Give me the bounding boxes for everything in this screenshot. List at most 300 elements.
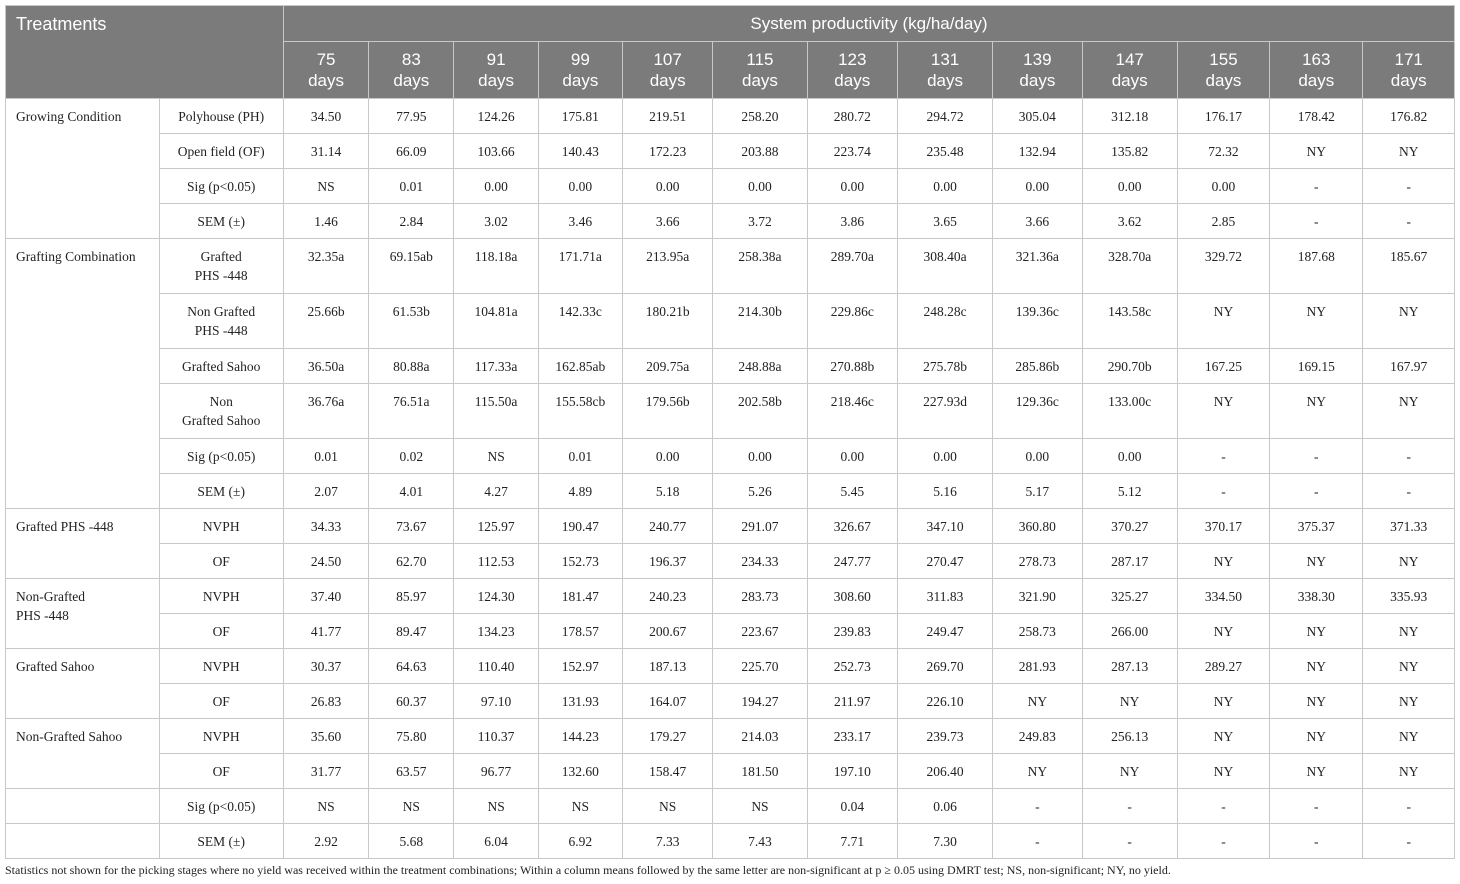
group-name-cell bbox=[6, 579, 160, 649]
value-cell: 176.17 bbox=[1177, 99, 1269, 134]
value-cell: - bbox=[1363, 169, 1455, 204]
value-cell: 132.60 bbox=[538, 754, 622, 789]
value-cell: 214.30b bbox=[713, 294, 807, 349]
row-label: OF bbox=[212, 624, 230, 639]
group-name-cell bbox=[6, 719, 160, 789]
row-label-cell bbox=[159, 754, 283, 789]
group-name: Growing Condition bbox=[16, 109, 122, 124]
value-cell: 152.97 bbox=[538, 649, 622, 684]
value-cell: 181.47 bbox=[538, 579, 622, 614]
value-cell: NY bbox=[1363, 684, 1455, 719]
value-cell: 375.37 bbox=[1270, 509, 1363, 544]
value-cell: NY bbox=[1363, 294, 1455, 349]
value-cell: 305.04 bbox=[993, 99, 1082, 134]
value-cell: 171.71a bbox=[538, 239, 622, 294]
value-cell: 62.70 bbox=[369, 544, 454, 579]
value-cell: - bbox=[1270, 204, 1363, 239]
value-cell: 287.13 bbox=[1082, 649, 1177, 684]
value-cell: 197.10 bbox=[807, 754, 897, 789]
row-label-cell bbox=[159, 789, 283, 824]
value-cell: 321.90 bbox=[993, 579, 1082, 614]
value-cell: NY bbox=[1363, 649, 1455, 684]
value-cell: NY bbox=[1270, 294, 1363, 349]
day-unit: days bbox=[649, 71, 686, 90]
value-cell: NY bbox=[1363, 544, 1455, 579]
value-cell: 0.00 bbox=[713, 439, 807, 474]
value-cell: 0.00 bbox=[807, 169, 897, 204]
group-name: Grafted Sahoo bbox=[16, 659, 95, 674]
row-label: NVPH bbox=[202, 519, 240, 534]
value-cell: 371.33 bbox=[1363, 509, 1455, 544]
value-cell: NY bbox=[1177, 614, 1269, 649]
table-row bbox=[6, 824, 1455, 859]
row-label-cell bbox=[159, 614, 283, 649]
row-label: Non bbox=[209, 394, 233, 409]
value-cell: 143.58c bbox=[1082, 294, 1177, 349]
value-cell: 328.70a bbox=[1082, 239, 1177, 294]
value-cell: 311.83 bbox=[897, 579, 992, 614]
value-cell: 270.88b bbox=[807, 349, 897, 384]
value-cell: 152.73 bbox=[538, 544, 622, 579]
value-cell: 190.47 bbox=[538, 509, 622, 544]
value-cell: 77.95 bbox=[369, 99, 454, 134]
row-label: SEM (±) bbox=[197, 484, 245, 499]
value-cell: 218.46c bbox=[807, 384, 897, 439]
row-label: Grafted bbox=[200, 249, 242, 264]
value-cell: NY bbox=[1363, 719, 1455, 754]
value-cell: 0.00 bbox=[993, 169, 1082, 204]
value-cell: 179.56b bbox=[623, 384, 713, 439]
value-cell: 266.00 bbox=[1082, 614, 1177, 649]
treatments-header: Treatments bbox=[6, 6, 284, 99]
value-cell: NY bbox=[1270, 649, 1363, 684]
table-row bbox=[6, 474, 1455, 509]
value-cell: 24.50 bbox=[283, 544, 368, 579]
value-cell: 338.30 bbox=[1270, 579, 1363, 614]
value-cell: 326.67 bbox=[807, 509, 897, 544]
value-cell: 223.74 bbox=[807, 134, 897, 169]
value-cell: 248.88a bbox=[713, 349, 807, 384]
value-cell: 214.03 bbox=[713, 719, 807, 754]
value-cell: 187.13 bbox=[623, 649, 713, 684]
row-label-cell bbox=[159, 134, 283, 169]
value-cell: 169.15 bbox=[1270, 349, 1363, 384]
value-cell: - bbox=[1363, 204, 1455, 239]
value-cell: 202.58b bbox=[713, 384, 807, 439]
value-cell: 7.33 bbox=[623, 824, 713, 859]
value-cell: 347.10 bbox=[897, 509, 992, 544]
value-cell: 158.47 bbox=[623, 754, 713, 789]
table-row bbox=[6, 719, 1455, 754]
value-cell: - bbox=[1082, 789, 1177, 824]
value-cell: NY bbox=[1177, 684, 1269, 719]
day-number: 163 bbox=[1302, 50, 1331, 69]
value-cell: 5.68 bbox=[369, 824, 454, 859]
table-row bbox=[6, 294, 1455, 349]
day-unit: days bbox=[562, 71, 599, 90]
value-cell: 110.37 bbox=[454, 719, 538, 754]
value-cell: 239.73 bbox=[897, 719, 992, 754]
day-number: 139 bbox=[1023, 50, 1052, 69]
value-cell: 178.42 bbox=[1270, 99, 1363, 134]
value-cell: 35.60 bbox=[283, 719, 368, 754]
value-cell: 200.67 bbox=[623, 614, 713, 649]
value-cell: 329.72 bbox=[1177, 239, 1269, 294]
value-cell: - bbox=[1177, 789, 1269, 824]
day-header-115 bbox=[713, 42, 807, 99]
value-cell: 194.27 bbox=[713, 684, 807, 719]
value-cell: 196.37 bbox=[623, 544, 713, 579]
value-cell: 2.85 bbox=[1177, 204, 1269, 239]
group-name: Non-Grafted bbox=[16, 589, 85, 604]
value-cell: 36.76a bbox=[283, 384, 368, 439]
day-header-147 bbox=[1082, 42, 1177, 99]
system-productivity-header: System productivity (kg/ha/day) bbox=[283, 6, 1454, 42]
value-cell: NS bbox=[369, 789, 454, 824]
value-cell: 308.60 bbox=[807, 579, 897, 614]
value-cell: 281.93 bbox=[993, 649, 1082, 684]
value-cell: NS bbox=[454, 789, 538, 824]
value-cell: 4.01 bbox=[369, 474, 454, 509]
value-cell: 164.07 bbox=[623, 684, 713, 719]
day-unit: days bbox=[393, 71, 430, 90]
day-number: 171 bbox=[1394, 50, 1423, 69]
value-cell: 7.30 bbox=[897, 824, 992, 859]
value-cell: 227.93d bbox=[897, 384, 992, 439]
value-cell: 0.00 bbox=[897, 169, 992, 204]
table-row bbox=[6, 439, 1455, 474]
value-cell: 25.66b bbox=[283, 294, 368, 349]
value-cell: NY bbox=[1082, 754, 1177, 789]
value-cell: - bbox=[1177, 824, 1269, 859]
value-cell: 240.23 bbox=[623, 579, 713, 614]
row-label-cell bbox=[159, 579, 283, 614]
row-label-cell bbox=[159, 169, 283, 204]
row-label: NVPH bbox=[202, 589, 240, 604]
value-cell: 75.80 bbox=[369, 719, 454, 754]
value-cell: NS bbox=[538, 789, 622, 824]
value-cell: 290.70b bbox=[1082, 349, 1177, 384]
value-cell: 7.71 bbox=[807, 824, 897, 859]
group-name-cell bbox=[6, 509, 160, 579]
value-cell: 0.00 bbox=[538, 169, 622, 204]
row-label-cell bbox=[159, 509, 283, 544]
row-label: OF bbox=[212, 764, 230, 779]
value-cell: 3.66 bbox=[993, 204, 1082, 239]
group-name-cell bbox=[6, 99, 160, 239]
value-cell: 124.30 bbox=[454, 579, 538, 614]
day-number: 155 bbox=[1209, 50, 1238, 69]
value-cell: 2.07 bbox=[283, 474, 368, 509]
table-row bbox=[6, 349, 1455, 384]
row-label: Sig (p<0.05) bbox=[187, 179, 256, 194]
value-cell: 5.12 bbox=[1082, 474, 1177, 509]
day-unit: days bbox=[741, 71, 778, 90]
day-unit: days bbox=[1390, 71, 1427, 90]
value-cell: 3.66 bbox=[623, 204, 713, 239]
row-label: Polyhouse (PH) bbox=[178, 109, 265, 124]
day-number: 115 bbox=[746, 50, 774, 69]
row-label-cell bbox=[159, 239, 283, 294]
value-cell: 235.48 bbox=[897, 134, 992, 169]
value-cell: 167.25 bbox=[1177, 349, 1269, 384]
value-cell: NY bbox=[1270, 134, 1363, 169]
value-cell: 0.00 bbox=[623, 169, 713, 204]
value-cell: 110.40 bbox=[454, 649, 538, 684]
value-cell: NY bbox=[993, 684, 1082, 719]
table-row bbox=[6, 169, 1455, 204]
day-header-91 bbox=[454, 42, 538, 99]
value-cell: 63.57 bbox=[369, 754, 454, 789]
value-cell: 6.92 bbox=[538, 824, 622, 859]
day-header-163 bbox=[1270, 42, 1363, 99]
day-header-131 bbox=[897, 42, 992, 99]
value-cell: 133.00c bbox=[1082, 384, 1177, 439]
day-number: 107 bbox=[653, 50, 682, 69]
day-header-99 bbox=[538, 42, 622, 99]
value-cell: NY bbox=[1177, 294, 1269, 349]
group-name: PHS -448 bbox=[16, 608, 69, 623]
table-row bbox=[6, 684, 1455, 719]
row-label: SEM (±) bbox=[197, 214, 245, 229]
group-name-cell bbox=[6, 649, 160, 719]
productivity-table-container bbox=[5, 5, 1455, 859]
value-cell: NY bbox=[1270, 719, 1363, 754]
value-cell: 278.73 bbox=[993, 544, 1082, 579]
value-cell: - bbox=[1363, 824, 1455, 859]
value-cell: 0.00 bbox=[897, 439, 992, 474]
value-cell: 5.16 bbox=[897, 474, 992, 509]
row-label-cell bbox=[159, 474, 283, 509]
value-cell: 178.57 bbox=[538, 614, 622, 649]
value-cell: - bbox=[1363, 474, 1455, 509]
value-cell: 41.77 bbox=[283, 614, 368, 649]
day-unit: days bbox=[308, 71, 344, 90]
value-cell: 0.01 bbox=[283, 439, 368, 474]
value-cell: 0.06 bbox=[897, 789, 992, 824]
table-row bbox=[6, 614, 1455, 649]
value-cell: 0.04 bbox=[807, 789, 897, 824]
value-cell: 37.40 bbox=[283, 579, 368, 614]
table-row bbox=[6, 754, 1455, 789]
value-cell: 226.10 bbox=[897, 684, 992, 719]
group-name: Grafted PHS -448 bbox=[16, 519, 114, 534]
day-unit: days bbox=[478, 71, 515, 90]
value-cell: 0.00 bbox=[1082, 439, 1177, 474]
row-label: Grafted Sahoo bbox=[182, 359, 261, 374]
value-cell: 258.20 bbox=[713, 99, 807, 134]
value-cell: 167.97 bbox=[1363, 349, 1455, 384]
value-cell: 256.13 bbox=[1082, 719, 1177, 754]
value-cell: - bbox=[1177, 439, 1269, 474]
row-label-cell bbox=[159, 649, 283, 684]
day-number: 99 bbox=[570, 50, 590, 69]
value-cell: 219.51 bbox=[623, 99, 713, 134]
table-header bbox=[6, 6, 1455, 99]
value-cell: 269.70 bbox=[897, 649, 992, 684]
table-row bbox=[6, 99, 1455, 134]
table-row bbox=[6, 384, 1455, 439]
value-cell: 249.83 bbox=[993, 719, 1082, 754]
value-cell: 36.50a bbox=[283, 349, 368, 384]
value-cell: 0.02 bbox=[369, 439, 454, 474]
value-cell: 283.73 bbox=[713, 579, 807, 614]
value-cell: - bbox=[993, 789, 1082, 824]
value-cell: 225.70 bbox=[713, 649, 807, 684]
value-cell: NY bbox=[1177, 384, 1269, 439]
value-cell: NY bbox=[1177, 544, 1269, 579]
value-cell: 172.23 bbox=[623, 134, 713, 169]
day-unit: days bbox=[1205, 71, 1242, 90]
value-cell: 112.53 bbox=[454, 544, 538, 579]
value-cell: NY bbox=[1177, 754, 1269, 789]
value-cell: 80.88a bbox=[369, 349, 454, 384]
value-cell: 97.10 bbox=[454, 684, 538, 719]
day-unit: days bbox=[1298, 71, 1335, 90]
value-cell: 2.84 bbox=[369, 204, 454, 239]
table-row bbox=[6, 204, 1455, 239]
row-label: NVPH bbox=[202, 659, 240, 674]
value-cell: 209.75a bbox=[623, 349, 713, 384]
value-cell: 335.93 bbox=[1363, 579, 1455, 614]
value-cell: 60.37 bbox=[369, 684, 454, 719]
day-number: 83 bbox=[401, 50, 421, 69]
row-label: OF bbox=[212, 554, 230, 569]
value-cell: 117.33a bbox=[454, 349, 538, 384]
value-cell: 3.46 bbox=[538, 204, 622, 239]
row-label: Non Grafted bbox=[187, 304, 256, 319]
value-cell: 258.73 bbox=[993, 614, 1082, 649]
value-cell: 5.17 bbox=[993, 474, 1082, 509]
value-cell: NS bbox=[283, 789, 368, 824]
value-cell: 289.70a bbox=[807, 239, 897, 294]
value-cell: 4.27 bbox=[454, 474, 538, 509]
group-name: Non-Grafted Sahoo bbox=[16, 729, 123, 744]
value-cell: 285.86b bbox=[993, 349, 1082, 384]
value-cell: 132.94 bbox=[993, 134, 1082, 169]
value-cell: 294.72 bbox=[897, 99, 992, 134]
day-header-139 bbox=[993, 42, 1082, 99]
value-cell: NY bbox=[1270, 684, 1363, 719]
table-footnote: Statistics not shown for the picking stages where no yield was received within the treatment combinations; Within a column means followed by the same letter are non-significant at p ≥ 0.05 using DMRT test; NS, non-significant; NY, no yield. bbox=[5, 863, 1171, 877]
value-cell: 0.00 bbox=[807, 439, 897, 474]
value-cell: 34.50 bbox=[283, 99, 368, 134]
value-cell: 3.86 bbox=[807, 204, 897, 239]
value-cell: NS bbox=[623, 789, 713, 824]
group-name: Grafting Combination bbox=[16, 249, 136, 264]
value-cell: 206.40 bbox=[897, 754, 992, 789]
row-label: NVPH bbox=[202, 729, 240, 744]
value-cell: 134.23 bbox=[454, 614, 538, 649]
row-label: PHS -448 bbox=[194, 323, 248, 338]
value-cell: NY bbox=[1270, 384, 1363, 439]
value-cell: 211.97 bbox=[807, 684, 897, 719]
value-cell: 185.67 bbox=[1363, 239, 1455, 294]
value-cell: 370.17 bbox=[1177, 509, 1269, 544]
row-label-cell bbox=[159, 719, 283, 754]
value-cell: 104.81a bbox=[454, 294, 538, 349]
value-cell: 370.27 bbox=[1082, 509, 1177, 544]
day-number: 75 bbox=[316, 50, 336, 69]
value-cell: 233.17 bbox=[807, 719, 897, 754]
value-cell: 240.77 bbox=[623, 509, 713, 544]
value-cell: - bbox=[1270, 439, 1363, 474]
value-cell: 129.36c bbox=[993, 384, 1082, 439]
value-cell: 0.00 bbox=[1177, 169, 1269, 204]
value-cell: NS bbox=[713, 789, 807, 824]
value-cell: 89.47 bbox=[369, 614, 454, 649]
value-cell: 3.65 bbox=[897, 204, 992, 239]
value-cell: 103.66 bbox=[454, 134, 538, 169]
value-cell: 181.50 bbox=[713, 754, 807, 789]
value-cell: 5.45 bbox=[807, 474, 897, 509]
value-cell: 0.01 bbox=[369, 169, 454, 204]
value-cell: 248.28c bbox=[897, 294, 992, 349]
value-cell: 249.47 bbox=[897, 614, 992, 649]
value-cell: - bbox=[1270, 824, 1363, 859]
value-cell: 30.37 bbox=[283, 649, 368, 684]
day-header-83 bbox=[369, 42, 454, 99]
value-cell: 3.02 bbox=[454, 204, 538, 239]
value-cell: 26.83 bbox=[283, 684, 368, 719]
value-cell: 334.50 bbox=[1177, 579, 1269, 614]
value-cell: - bbox=[1363, 439, 1455, 474]
row-label-cell bbox=[159, 204, 283, 239]
value-cell: 0.00 bbox=[454, 169, 538, 204]
value-cell: NY bbox=[1177, 719, 1269, 754]
row-label-cell bbox=[159, 294, 283, 349]
value-cell: 287.17 bbox=[1082, 544, 1177, 579]
table-row bbox=[6, 649, 1455, 684]
value-cell: 135.82 bbox=[1082, 134, 1177, 169]
value-cell: 312.18 bbox=[1082, 99, 1177, 134]
day-header-123 bbox=[807, 42, 897, 99]
value-cell: 32.35a bbox=[283, 239, 368, 294]
value-cell: 61.53b bbox=[369, 294, 454, 349]
row-label: Sig (p<0.05) bbox=[187, 449, 256, 464]
value-cell: - bbox=[1177, 474, 1269, 509]
value-cell: 2.92 bbox=[283, 824, 368, 859]
row-label-cell bbox=[159, 544, 283, 579]
value-cell: 0.00 bbox=[993, 439, 1082, 474]
row-label-cell bbox=[159, 684, 283, 719]
value-cell: NY bbox=[1270, 544, 1363, 579]
group-name-cell bbox=[6, 824, 160, 859]
value-cell: 280.72 bbox=[807, 99, 897, 134]
value-cell: 289.27 bbox=[1177, 649, 1269, 684]
row-label-cell bbox=[159, 99, 283, 134]
value-cell: 213.95a bbox=[623, 239, 713, 294]
value-cell: 142.33c bbox=[538, 294, 622, 349]
value-cell: - bbox=[1082, 824, 1177, 859]
value-cell: 203.88 bbox=[713, 134, 807, 169]
row-label-cell bbox=[159, 439, 283, 474]
value-cell: - bbox=[1270, 169, 1363, 204]
value-cell: 96.77 bbox=[454, 754, 538, 789]
value-cell: 85.97 bbox=[369, 579, 454, 614]
value-cell: 0.00 bbox=[713, 169, 807, 204]
value-cell: 34.33 bbox=[283, 509, 368, 544]
row-label: Open field (OF) bbox=[177, 144, 265, 159]
value-cell: 0.00 bbox=[1082, 169, 1177, 204]
row-label-cell bbox=[159, 349, 283, 384]
value-cell: 6.04 bbox=[454, 824, 538, 859]
value-cell: 124.26 bbox=[454, 99, 538, 134]
value-cell: 66.09 bbox=[369, 134, 454, 169]
value-cell: 131.93 bbox=[538, 684, 622, 719]
value-cell: 180.21b bbox=[623, 294, 713, 349]
value-cell: 139.36c bbox=[993, 294, 1082, 349]
